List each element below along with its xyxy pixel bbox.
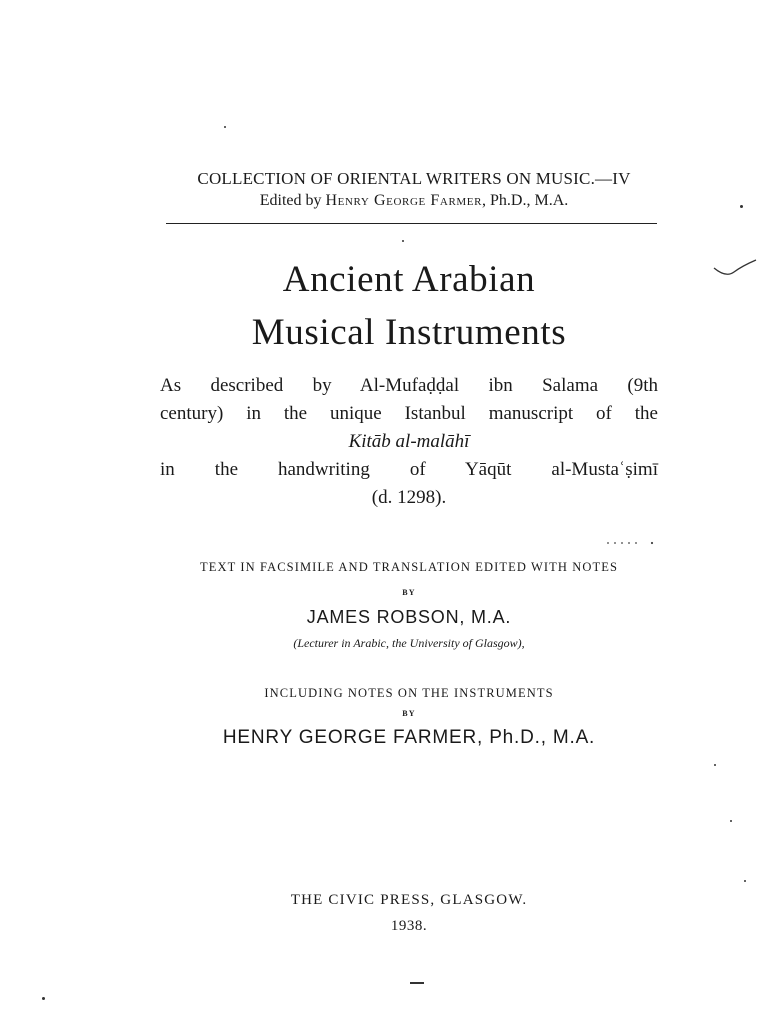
editor-prefix: Edited by: [259, 192, 322, 209]
by-label-1: BY: [402, 588, 416, 597]
series-title: COLLECTION OF ORIENTAL WRITERS ON MUSIC.—IV: [197, 169, 631, 188]
scan-speck: [730, 820, 732, 822]
scan-speck: [42, 997, 45, 1000]
editor-line: [30, 192, 768, 210]
scan-dash: [410, 982, 424, 984]
editor-name: Henry George Farmer: [325, 192, 483, 209]
description-line-2: century) in the unique Istanbul manuscript of the: [160, 403, 658, 424]
author-robson-affiliation: (Lecturer in Arabic, the University of Glasgow),: [293, 636, 525, 650]
scan-speck: [224, 126, 226, 128]
editor-credentials: , Ph.D., M.A.: [482, 192, 569, 209]
author-farmer: HENRY GEORGE FARMER, Ph.D., M.A.: [222, 727, 596, 748]
scan-dots: [606, 532, 656, 536]
title-line-1: Ancient Arabian: [282, 259, 536, 300]
description-line-3: Kitāb al-malāhī: [348, 431, 470, 452]
publication-year: 1938.: [390, 918, 428, 934]
title-line-2: Musical Instruments: [251, 312, 567, 353]
header-rule: [166, 223, 657, 224]
scan-speck: [402, 240, 404, 242]
scan-speck: [744, 880, 746, 882]
text-facsimile-line: TEXT IN FACSIMILE AND TRANSLATION EDITED WITH NOTES: [200, 560, 618, 574]
scan-mark: [712, 258, 758, 280]
author-robson: JAMES ROBSON, M.A.: [306, 607, 512, 627]
including-notes-line: INCLUDING NOTES ON THE INSTRUMENTS: [264, 686, 554, 700]
by-label-2: BY: [402, 709, 416, 718]
description-line-1: As described by Al-Mufaḍḍal ibn Salama (9th: [160, 375, 658, 396]
scan-speck: [714, 764, 716, 766]
description-line-4: in the handwriting of Yāqūt al-Mustaʿṣimī: [160, 459, 658, 480]
description-line-5: (d. 1298).: [371, 487, 447, 508]
scan-speck: [740, 205, 743, 208]
publisher: THE CIVIC PRESS, GLASGOW.: [290, 892, 528, 908]
